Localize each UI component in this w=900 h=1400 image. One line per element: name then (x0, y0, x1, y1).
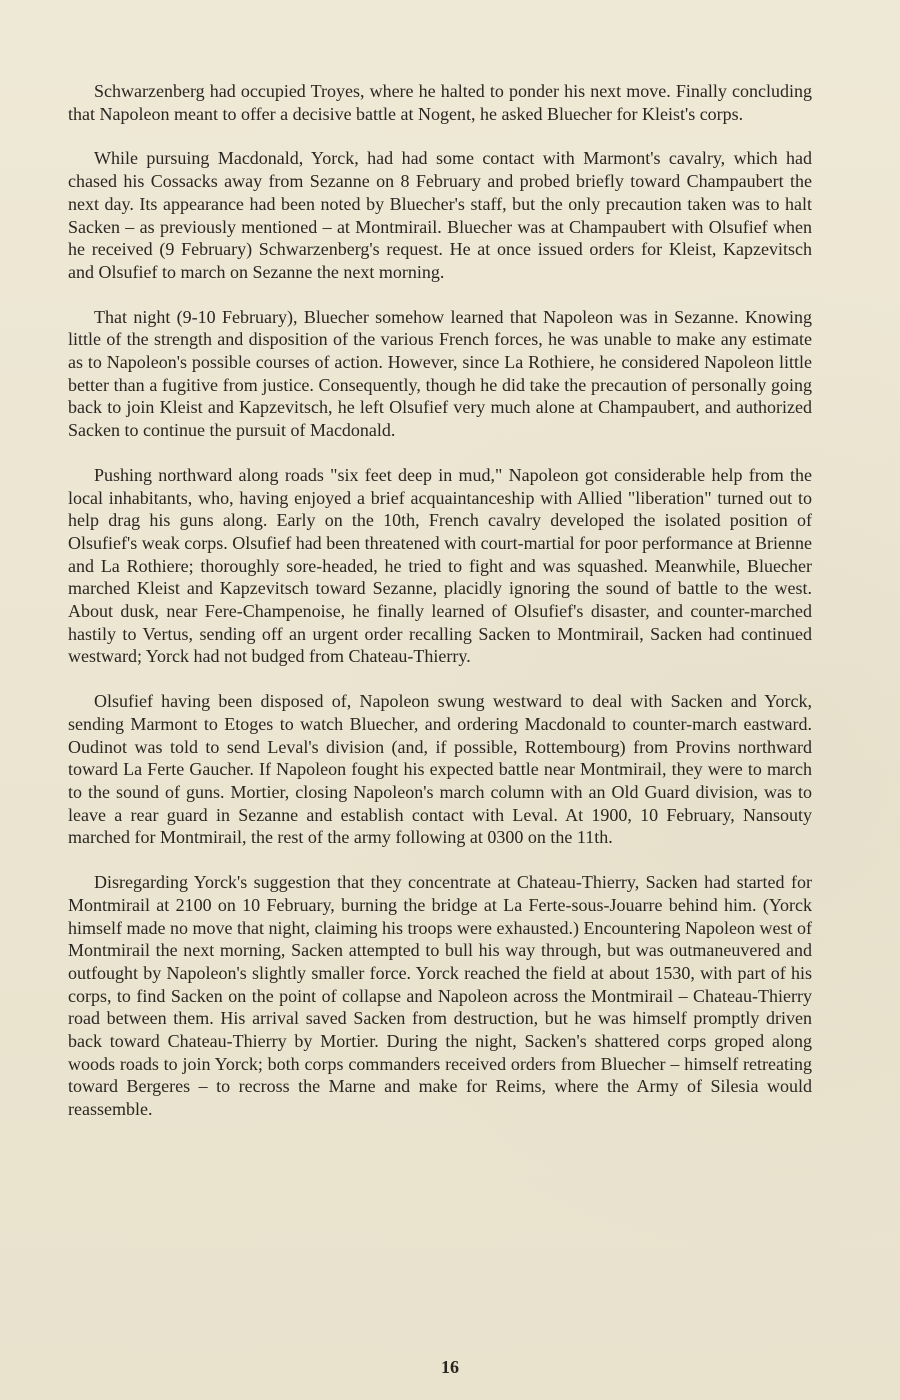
paragraph: Schwarzenberg had occupied Troyes, where he halted to ponder his next move. Finally concluding that Napoleon meant to offer a decisive battle at Nogent, he asked Bluecher for Kleist's corps. (68, 81, 812, 124)
paragraph: While pursuing Macdonald, Yorck, had had some contact with Marmont's cavalry, which had chased his Cossacks away from Sezanne on 8 February and probed briefly toward Champaubert the next day. Its appearance had been noted by Bluecher's staff, but the only precaution taken was to halt Sacken – as previously mentioned – at Montmirail. Bluecher was at Champaubert with Olsufief when he received (9 February) Schwarzenberg's request. He at once issued orders for Kleist, Kapzevitsch and Olsufief to march on Sezanne the next morning. (68, 148, 812, 282)
page-body (68, 80, 812, 1143)
paragraph: Olsufief having been disposed of, Napoleon swung westward to deal with Sacken and Yorck, sending Marmont to Etoges to watch Bluecher, and ordering Macdonald to counter-march eastward. Oudinot was told to send Leval's division (and, if possible, Rottembourg) from Provins northward toward La Ferte Gaucher. If Napoleon fought his expected battle near Montmirail, they were to march to the sound of guns. Mortier, closing Napoleon's march column with an Old Guard division, was to leave a rear guard in Sezanne and establish contact with Leval. At 1900, 10 February, Nansouty marched for Montmirail, the rest of the army following at 0300 on the 11th. (68, 691, 812, 848)
paragraph: Pushing northward along roads "six feet deep in mud," Napoleon got considerable help from the local inhabitants, who, having enjoyed a brief acquaintanceship with Allied "liberation" turned out to help drag his guns along. Early on the 10th, French cavalry developed the isolated position of Olsufief's weak corps. Olsufief had been threatened with court-martial for poor performance at Brienne and La Rothiere; thoroughly sore-headed, he tried to fight and was squashed. Meanwhile, Bluecher marched Kleist and Kapzevitsch toward Sezanne, placidly ignoring the sound of battle to the west. About dusk, near Fere-Champenoise, he finally learned of Olsufief's disaster, and counter-marched hastily to Vertus, sending off an urgent order recalling Sacken to Montmirail, Sacken had continued westward; Yorck had not budged from Chateau-Thierry. (68, 464, 812, 667)
page-number: 16 (441, 1357, 459, 1377)
paragraph: Disregarding Yorck's suggestion that they concentrate at Chateau-Thierry, Sacken had started for Montmirail at 2100 on 10 February, burning the bridge at La Ferte-sous-Jouarre behind him. (Yorck himself made no move that night, claiming his troops were exhausted.) Encountering Napoleon west of Montmirail the next morning, Sacken attempted to bull his way through, but was outmaneuvered and outfought by Napoleon's slightly smaller force. Yorck reached the field at about 1530, with part of his corps, to find Sacken on the point of collapse and Napoleon across the Montmirail – Chateau-Thierry road between them. His arrival saved Sacken from destruction, but he was himself promptly driven back toward Chateau-Thierry by Mortier. During the night, Sacken's shattered corps groped along woods roads to join Yorck; both corps commanders received orders from Bluecher – himself retreating toward Bergeres – to recross the Marne and make for Reims, where the Army of Silesia would reassemble. (68, 872, 812, 1120)
paragraph: That night (9-10 February), Bluecher somehow learned that Napoleon was in Sezanne. Knowing little of the strength and disposition of the various French forces, he was unable to make any estimate as to Napoleon's possible courses of action. However, since La Rothiere, he considered Napoleon little better than a fugitive from justice. Consequently, though he did take the precaution of personally going back to join Kleist and Kapzevitsch, he left Olsufief very much alone at Champaubert, and authorized Sacken to continue the pursuit of Macdonald. (68, 306, 812, 441)
